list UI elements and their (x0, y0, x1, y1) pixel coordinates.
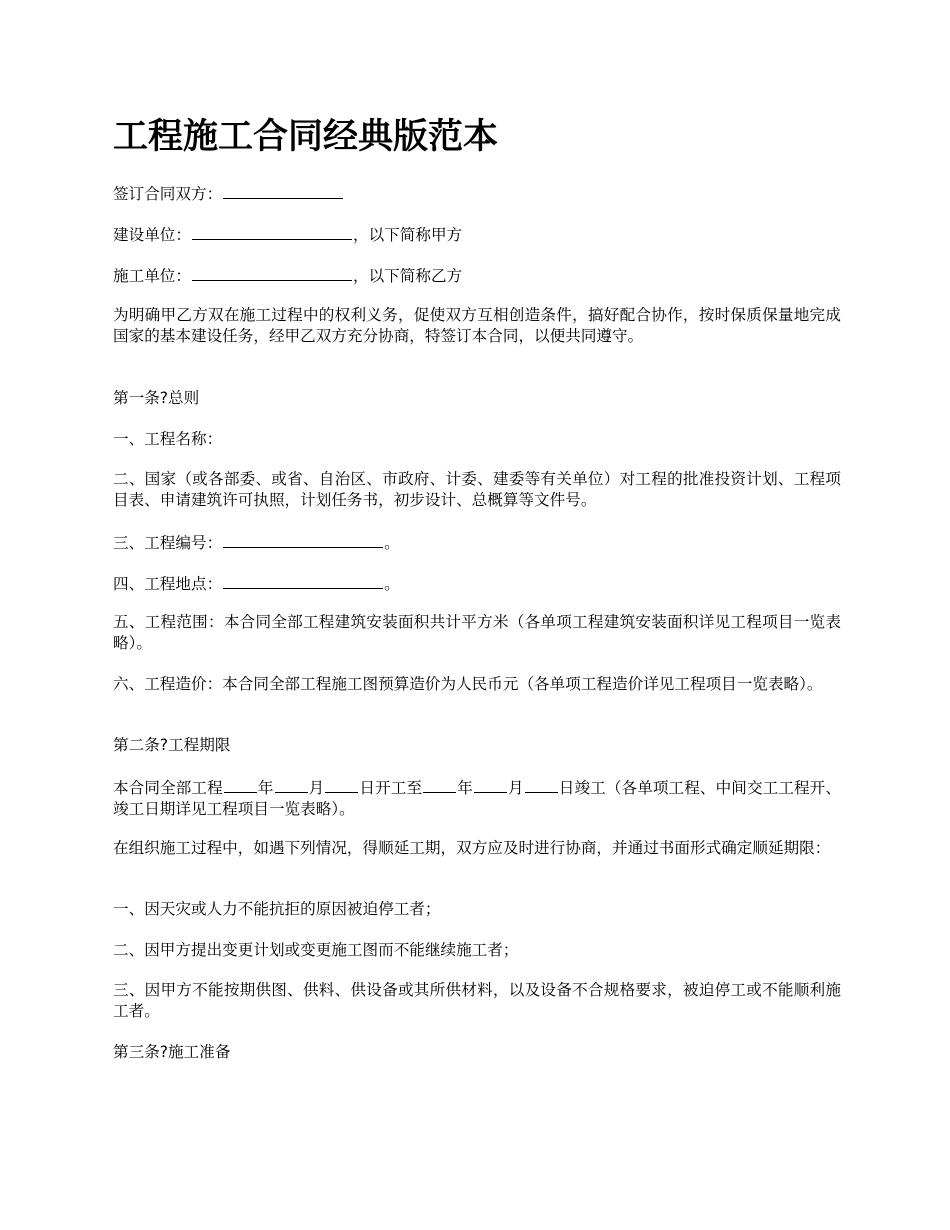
contractor-line (113, 264, 841, 287)
period-intro: 本合同全部工程 (113, 779, 223, 797)
item4-blank (223, 572, 383, 589)
item3-end: 。 (384, 534, 400, 552)
contractor-label: 施工单位： (113, 267, 191, 285)
end-month-blank (474, 776, 507, 793)
item4-end: 。 (384, 575, 400, 593)
end-year-blank (423, 776, 456, 793)
end-day-blank (525, 776, 558, 793)
end-label: 日竣工（各单项工程、中间交工工程开、竣工日期详见工程项目一览表略）。 (113, 779, 841, 818)
item3-blank (223, 531, 383, 548)
end-year-label: 年 (457, 779, 473, 797)
item3-project-number (113, 531, 841, 554)
sign-parties-blank (223, 182, 343, 199)
start-day-blank (325, 776, 358, 793)
start-label: 日开工至 (359, 779, 423, 797)
document-title: 工程施工合同经典版范本 (113, 117, 499, 157)
article1-heading: 第一条?总则 (113, 389, 200, 407)
item6-project-cost: 六、工程造价：本合同全部工程施工图预算造价为人民币元（各单项工程造价详见工程项目一览表略）。 (113, 675, 823, 693)
item4-project-location (113, 572, 841, 595)
start-month-label: 月 (308, 779, 325, 797)
article3-heading: 第三条?施工准备 (113, 1043, 231, 1061)
item3-label: 三、工程编号： (113, 534, 223, 552)
contractor-blank (192, 264, 352, 281)
start-year-blank (224, 776, 257, 793)
contractor-suffix: ，以下简称乙方 (352, 267, 463, 285)
delay-item-2: 二、因甲方提出变更计划或变更施工图而不能继续施工者； (113, 941, 519, 959)
builder-blank (192, 223, 352, 240)
delay-item-1: 一、因天灾或人力不能抗拒的原因被迫停工者； (113, 900, 441, 918)
sign-parties-label: 签订合同双方： (113, 185, 223, 203)
period-paragraph (113, 776, 841, 820)
article2-heading: 第二条?工程期限 (113, 736, 231, 754)
start-month-blank (275, 776, 308, 793)
delay-intro-paragraph: 在组织施工过程中，如遇下列情况，得顺延工期，双方应及时进行协商，并通过书面形式确定顺延期限： (113, 839, 831, 857)
builder-suffix: ，以下简称甲方 (352, 226, 463, 244)
end-month-label: 月 (507, 779, 524, 797)
item1-project-name: 一、工程名称： (113, 430, 223, 448)
intro-paragraph: 为明确甲乙方双在施工过程中的权利义务，促使双方互相创造条件，搞好配合协作，按时保质保量地完成国家的基本建设任务，经甲乙双方充分协商，特签订本合同，以便共同遵守。 (113, 306, 841, 345)
delay-item-3: 三、因甲方不能按期供图、供料、供设备或其所供材料，以及设备不合规格要求，被迫停工或不能顺利施工者。 (113, 981, 841, 1020)
item2-approval-documents: 二、国家（或各部委、或省、自治区、市政府、计委、建委等有关单位）对工程的批准投资计划、工程项目表、申请建筑许可执照，计划任务书，初步设计、总概算等文件号。 (113, 470, 841, 509)
builder-line (113, 223, 841, 246)
start-year-label: 年 (257, 779, 274, 797)
item5-project-scope: 五、工程范围：本合同全部工程建筑安装面积共计平方米（各单项工程建筑安装面积详见工程项目一览表略）。 (113, 613, 841, 652)
item4-label: 四、工程地点： (113, 575, 223, 593)
sign-parties-line (113, 182, 841, 205)
builder-label: 建设单位： (113, 226, 191, 244)
